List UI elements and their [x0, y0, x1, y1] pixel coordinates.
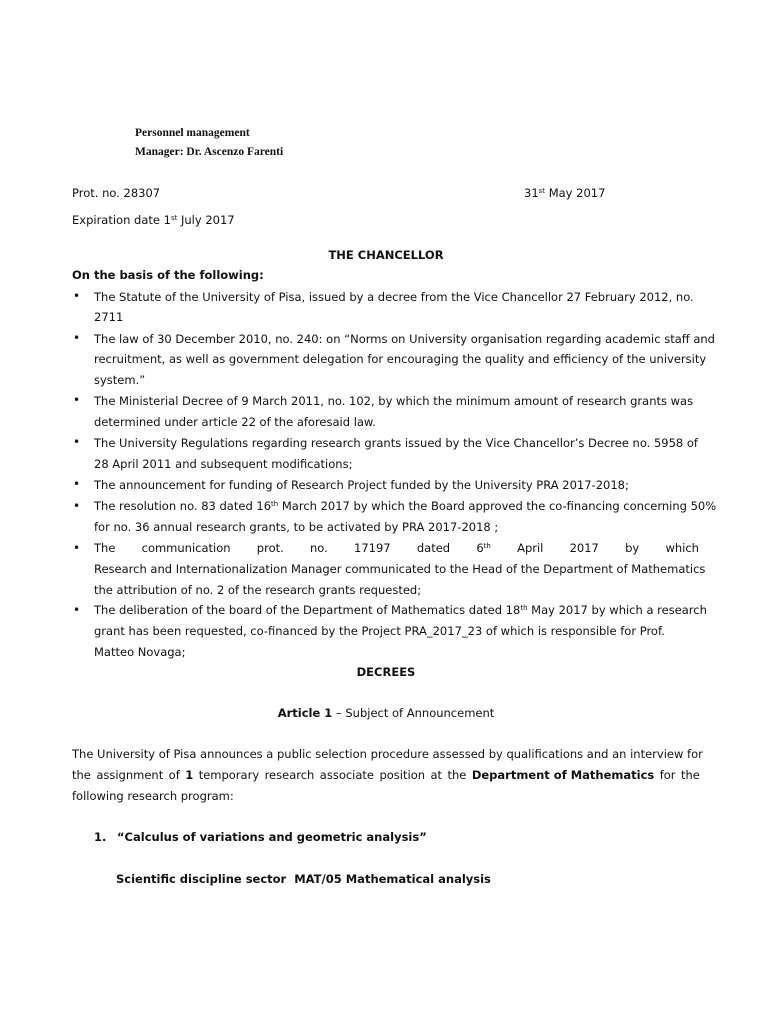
list-item-line: The resolution no. 83 dated 16th March 2017 by which the Board approved the co-financing concerning 50%: [94, 499, 717, 513]
list-item-line: recruitment, as well as government delegation for encouraging the quality and efficiency of the university: [94, 352, 707, 366]
list-item-line: grant has been requested, co-financed by the Project PRA_2017_23 of which is responsible for Prof.: [94, 624, 665, 638]
body-line: The University of Pisa announces a public selection procedure assessed by qualifications and an interview for: [72, 747, 703, 761]
list-item-line: 28 April 2011 and subsequent modifications;: [94, 457, 353, 471]
chancellor-heading: THE CHANCELLOR: [328, 248, 444, 262]
list-item-line: The University Regulations regarding research grants issued by the Vice Chancellor’s Decree no. 5958 of: [94, 436, 698, 450]
list-item-line: the attribution of no. 2 of the research grants requested;: [94, 583, 422, 597]
article-heading: Article 1 – Subject of Announcement: [277, 706, 495, 720]
list-item-line: The announcement for funding of Research Project funded by the University PRA 2017-2018;: [94, 478, 629, 492]
basis-heading: On the basis of the following:: [72, 268, 264, 282]
program-title: “Calculus of variations and geometric analysis”: [117, 830, 427, 844]
list-item-line: determined under article 22 of the aforesaid law.: [94, 415, 376, 429]
list-item-line: The Ministerial Decree of 9 March 2011, no. 102, by which the minimum amount of research grants was: [94, 394, 694, 408]
manager-name: Manager: Dr. Ascenzo Farenti: [135, 146, 284, 158]
bullet: •: [73, 435, 81, 449]
office-name: Personnel management: [135, 127, 250, 139]
bullet: •: [73, 477, 81, 491]
list-item-line: Matteo Novaga;: [94, 645, 186, 659]
discipline-sector: Scientific discipline sector MAT/05 Mathematical analysis: [116, 872, 491, 886]
body-line: following research program:: [72, 789, 234, 803]
decrees-heading: DECREES: [356, 665, 416, 679]
list-item-line: The communication prot. no. 17197 dated 6th April 2017 by which: [94, 541, 699, 555]
bullet: •: [73, 289, 81, 303]
program-number: 1.: [94, 830, 107, 844]
list-item-line: system.”: [94, 373, 146, 387]
list-item-line: 2711: [94, 310, 124, 324]
body-line: the assignment of 1 temporary research associate position at the Department of Mathematics for the: [72, 768, 700, 782]
bullet: •: [73, 541, 81, 555]
list-item-line: The Statute of the University of Pisa, issued by a decree from the Vice Chancellor 27 February 2012, no.: [94, 290, 694, 304]
bullet: •: [73, 393, 81, 407]
expiration-date: Expiration date 1st July 2017: [72, 213, 235, 227]
bullet: •: [73, 331, 81, 345]
list-item-line: Research and Internationalization Manager communicated to the Head of the Department of Mathematics: [94, 562, 706, 576]
protocol-number: Prot. no. 28307: [72, 186, 161, 200]
list-item-line: for no. 36 annual research grants, to be activated by PRA 2017-2018 ;: [94, 520, 499, 534]
bullet: •: [73, 499, 81, 513]
list-item-line: The law of 30 December 2010, no. 240: on “Norms on University organisation regarding academic staff and: [94, 332, 715, 346]
list-item-line: The deliberation of the board of the Department of Mathematics dated 18th May 2017 by which a research: [94, 603, 707, 617]
document-date: 31st May 2017: [524, 186, 606, 200]
bullet: •: [73, 603, 81, 617]
